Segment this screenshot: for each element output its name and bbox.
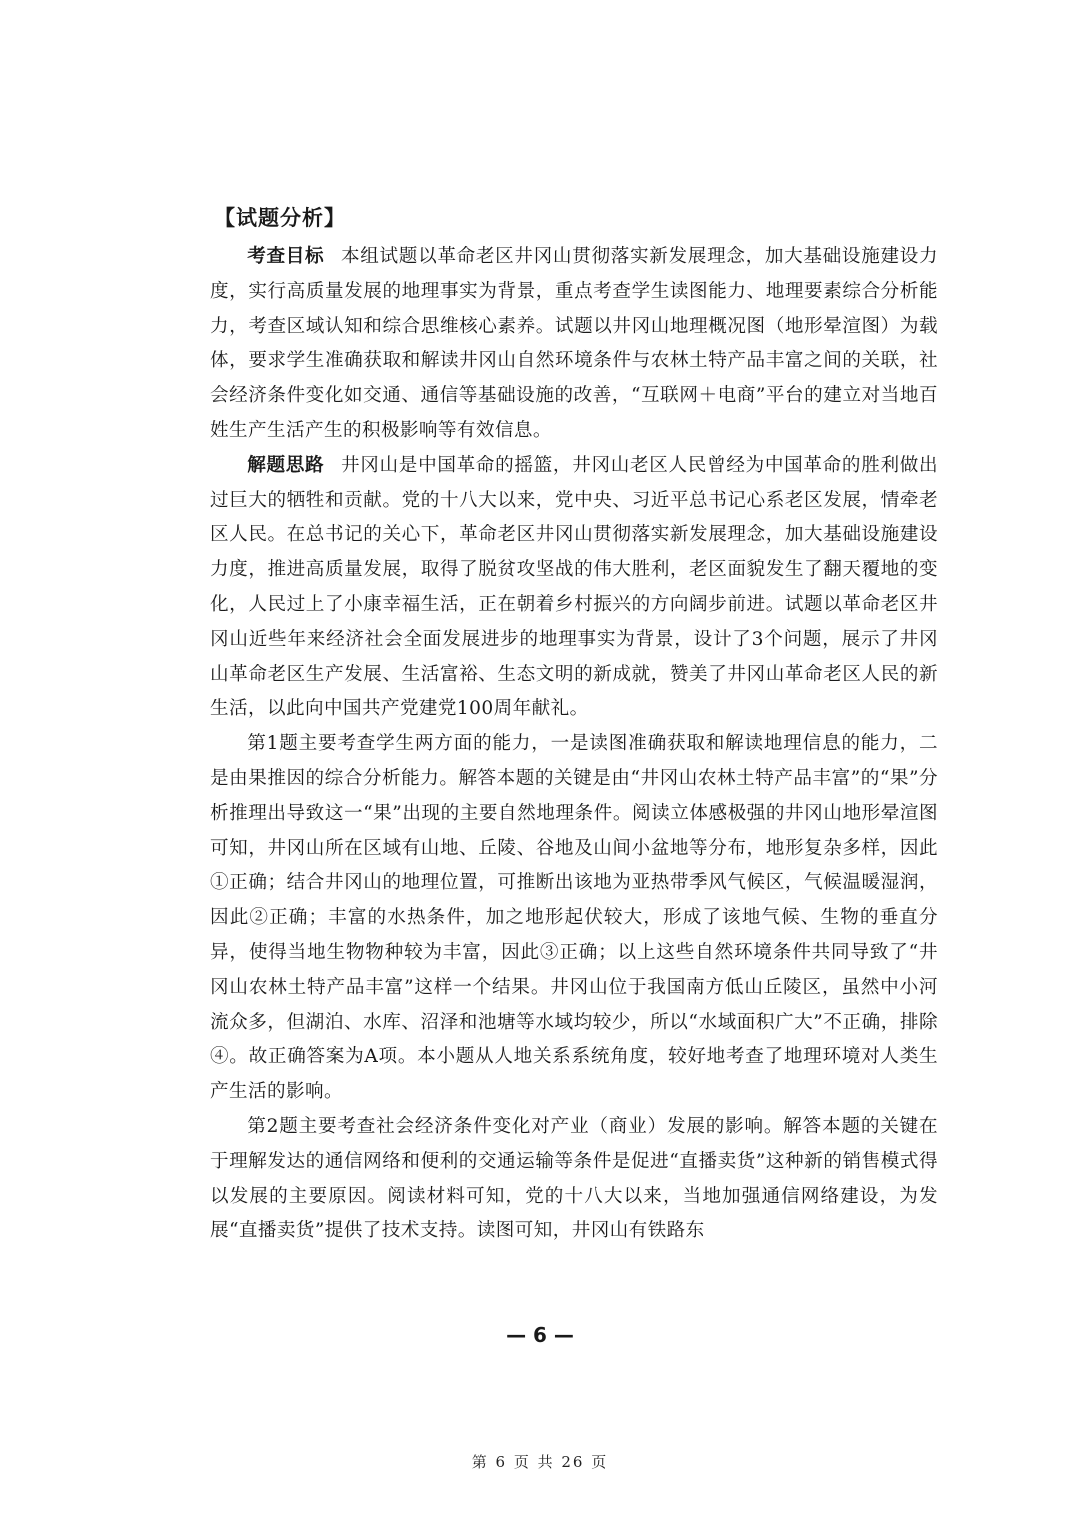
solution-approach-paragraph xyxy=(210,449,938,727)
page-footer: 第 6 页 共 26 页 xyxy=(471,1453,609,1471)
analysis-section xyxy=(210,196,938,1249)
question-1-paragraph: 第1题主要考查学生两方面的能力，一是读图准确获取和解读地理信息的能力，二是由果推因的综合分析能力。解答本题的关键是由“井冈山农林土特产品丰富”的“果”分析推理出导致这一“果”出现的主要自然地理条件。阅读立体感极强的井冈山地形晕渲图可知，井冈山所在区域有山地、丘陵、谷地及山间小盆地等分布，地形复杂多样，因此①正确；结合井冈山的地理位置，可推断出该地为亚热带季风气候区，气候温暖湿润，因此②正确；丰富的水热条件，加之地形起伏较大，形成了该地气候、生物的垂直分异，使得当地生物物种较为丰富，因此③正确；以上这些自然环境条件共同导致了“井冈山农林土特产品丰富”这样一个结果。井冈山位于我国南方低山丘陵区，虽然中小河流众多，但湖泊、水库、沼泽和池塘等水域均较少，所以“水域面积广大”不正确，排除④。故正确答案为A项。本小题从人地关系系统角度，较好地考查了地理环境对人类生产生活的影响。 xyxy=(210,733,938,1103)
exam-goal-label: 考查目标 xyxy=(247,246,325,267)
solution-approach-text: 井冈山是中国革命的摇篮，井冈山老区人民曾经为中国革命的胜利做出过巨大的牺牲和贡献。党的十八大以来，党中央、习近平总书记心系老区发展，情牵老区人民。在总书记的关心下，革命老区井冈山贯彻落实新发展理念，加大基础设施建设力度，推进高质量发展，取得了脱贫攻坚战的伟大胜利，老区面貌发生了翻天覆地的变化，人民过上了小康幸福生活，正在朝着乡村振兴的方向阔步前进。试题以革命老区井冈山近些年来经济社会全面发展进步的地理事实为背景，设计了3个问题，展示了井冈山革命老区生产发展、生活富裕、生态文明的新成就，赞美了井冈山革命老区人民的新生活，以此向中国共产党建党100周年献礼。 xyxy=(210,454,938,720)
inner-page-number: — 6 — xyxy=(506,1323,574,1347)
section-title: 【试题分析】 xyxy=(214,206,346,230)
question-2-paragraph: 第2题主要考查社会经济条件变化对产业（商业）发展的影响。解答本题的关键在于理解发达的通信网络和便利的交通运输等条件是促进“直播卖货”这种新的销售模式得以发展的主要原因。阅读材料可知，党的十八大以来，当地加强通信网络建设，为发展“直播卖货”提供了技术支持。读图可知，井冈山有铁路东 xyxy=(210,1115,938,1242)
exam-goal-paragraph xyxy=(210,240,938,449)
solution-approach-label: 解题思路 xyxy=(247,454,325,476)
exam-goal-text: 本组试题以革命老区井冈山贯彻落实新发展理念，加大基础设施建设力度，实行高质量发展的地理事实为背景，重点考查学生读图能力、地理要素综合分析能力，考查区域认知和综合思维核心素养。试题以井冈山地理概况图（地形晕渲图）为载体，要求学生准确获取和解读井冈山自然环境条件与农林土特产品丰富之间的关联，社会经济条件变化如交通、通信等基础设施的改善，“互联网＋电商”平台的建立对当地百姓生产生活产生的积极影响等有效信息。 xyxy=(210,246,938,441)
